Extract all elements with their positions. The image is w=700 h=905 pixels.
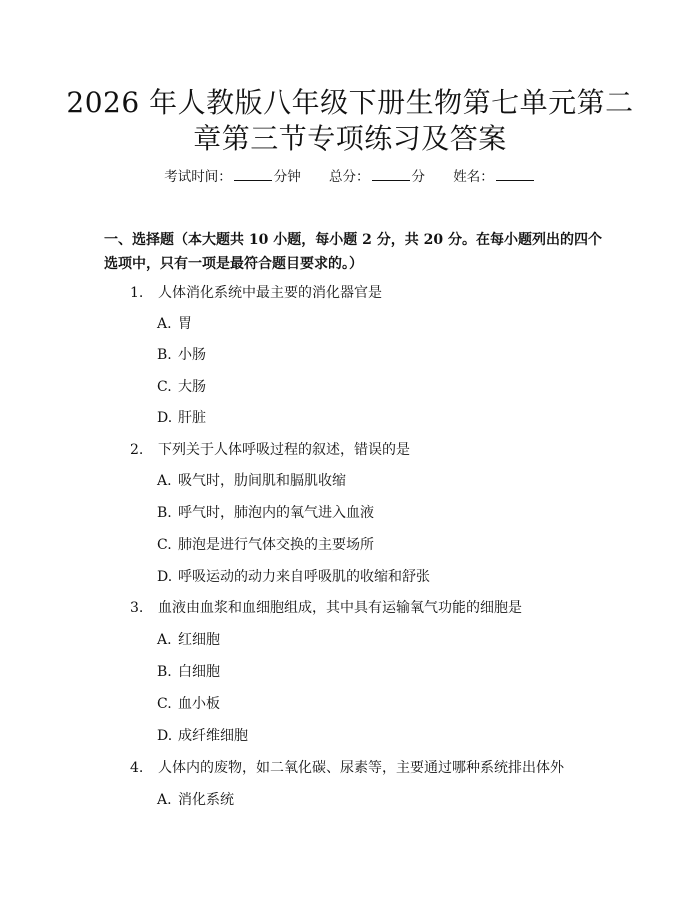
option-letter: A. xyxy=(157,316,172,332)
option-text: 红细胞 xyxy=(178,632,220,648)
exam-title-line-1: 2026 年人教版八年级下册生物第七单元第二 xyxy=(66,86,634,119)
question-text: 血液由血浆和血细胞组成，其中具有运输氧气功能的细胞是 xyxy=(158,600,522,616)
question-3-option-a xyxy=(157,630,220,650)
exam-title-line-2: 章第三节专项练习及答案 xyxy=(193,122,507,155)
option-letter: A. xyxy=(157,473,172,489)
section-heading: 一、选择题（本大题共 10 小题，每小题 2 分，共 20 分。在每小题列出的四个选项中，只有一项是最符合题目要求的。） xyxy=(104,232,602,272)
question-2-option-a xyxy=(157,471,346,491)
question-1 xyxy=(130,283,382,303)
question-text: 人体内的废物，如二氧化碳、尿素等，主要通过哪种系统排出体外 xyxy=(158,760,564,776)
question-2-option-d xyxy=(157,567,430,587)
question-number: 4. xyxy=(130,760,144,776)
option-text: 大肠 xyxy=(178,379,206,395)
total-score-blank xyxy=(372,166,410,181)
question-text: 人体消化系统中最主要的消化器官是 xyxy=(158,285,382,301)
question-3 xyxy=(130,598,522,618)
question-1-option-c xyxy=(157,377,206,397)
question-2-option-b xyxy=(157,503,374,523)
question-2-option-c xyxy=(157,535,374,555)
exam-meta-row xyxy=(0,166,700,187)
option-text: 肺泡是进行气体交换的主要场所 xyxy=(178,537,374,553)
question-number: 2. xyxy=(130,442,144,458)
question-3-option-b xyxy=(157,662,220,682)
question-2 xyxy=(130,440,410,460)
question-3-option-d xyxy=(157,726,248,746)
total-score-unit: 分 xyxy=(411,169,425,185)
option-text: 白细胞 xyxy=(178,664,220,680)
option-text: 吸气时，肋间肌和膈肌收缩 xyxy=(178,473,346,489)
option-letter: C. xyxy=(157,696,172,712)
student-name-blank xyxy=(496,166,534,181)
option-text: 消化系统 xyxy=(178,792,234,808)
option-letter: B. xyxy=(157,664,172,680)
option-letter: C. xyxy=(157,379,172,395)
option-text: 小肠 xyxy=(178,347,206,363)
question-3-option-c xyxy=(157,694,220,714)
option-letter: D. xyxy=(157,569,173,585)
student-name-field xyxy=(453,166,536,187)
exam-time-blank xyxy=(234,166,272,181)
question-1-option-a xyxy=(157,314,192,334)
option-text: 血小板 xyxy=(178,696,220,712)
option-letter: B. xyxy=(157,347,172,363)
total-score-label: 总分： xyxy=(329,169,370,185)
option-text: 呼气时，肺泡内的氧气进入血液 xyxy=(178,505,374,521)
option-letter: B. xyxy=(157,505,172,521)
option-text: 呼吸运动的动力来自呼吸肌的收缩和舒张 xyxy=(178,569,430,585)
option-letter: A. xyxy=(157,792,172,808)
student-name-label: 姓名： xyxy=(453,169,494,185)
question-number: 1. xyxy=(130,285,144,301)
option-text: 肝脏 xyxy=(178,410,206,426)
total-score-field xyxy=(329,166,425,187)
question-number: 3. xyxy=(130,600,144,616)
question-4-option-a xyxy=(157,790,234,810)
option-text: 胃 xyxy=(178,316,192,332)
option-letter: D. xyxy=(157,410,173,426)
option-letter: C. xyxy=(157,537,172,553)
question-text: 下列关于人体呼吸过程的叙述，错误的是 xyxy=(158,442,410,458)
option-letter: A. xyxy=(157,632,172,648)
question-1-option-d xyxy=(157,408,206,428)
question-4 xyxy=(130,758,564,778)
exam-time-label: 考试时间： xyxy=(164,169,232,185)
exam-time-field xyxy=(164,166,301,187)
option-letter: D. xyxy=(157,728,173,744)
question-1-option-b xyxy=(157,345,206,365)
exam-time-unit: 分钟 xyxy=(273,169,301,185)
option-text: 成纤维细胞 xyxy=(178,728,248,744)
